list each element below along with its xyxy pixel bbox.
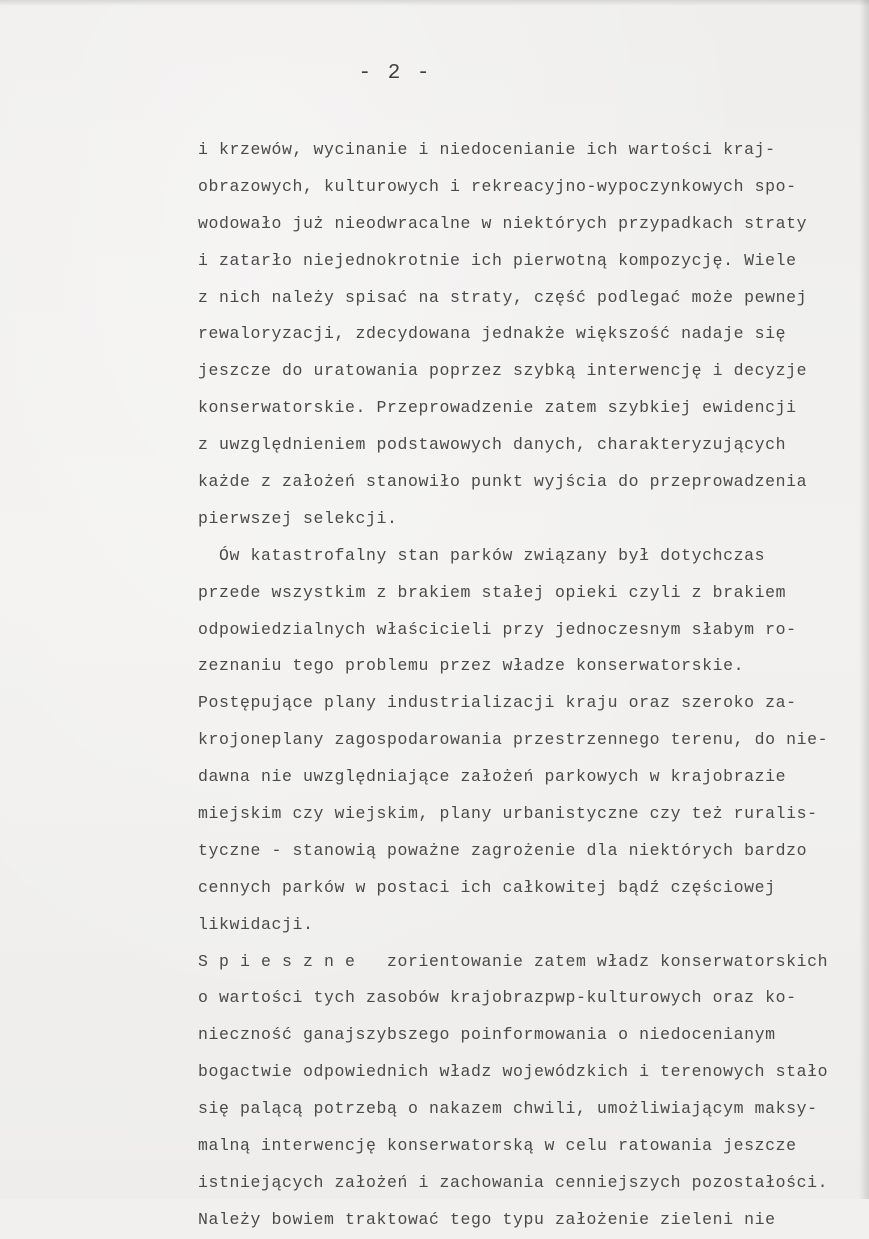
text-line: dawna nie uwzględniające założeń parkowych w krajobrazie <box>198 767 787 787</box>
body-text <box>198 132 858 1239</box>
text-line: malną interwencję konserwatorską w celu ratowania jeszcze <box>198 1136 797 1156</box>
text-line: konserwatorskie. Przeprowadzenie zatem szybkiej ewidencji <box>198 398 797 418</box>
text-line: tyczne - stanowią poważne zagrożenie dla niektórych bardzo <box>198 840 808 860</box>
text-line: Należy bowiem traktować tego typu założenie zieleni nie <box>198 1209 776 1229</box>
text-line: rewaloryzacji, zdecydowana jednakże większość nadaje się <box>198 324 787 344</box>
text-line: likwidacji. <box>198 914 314 934</box>
text-line: Ów katastrofalny stan parków związany był dotychczas <box>198 545 766 565</box>
text-line: cennych parków w postaci ich całkowitej bądź częściowej <box>198 877 776 897</box>
text-line: miejskim czy wiejskim, plany urbanistyczne czy też ruralis- <box>198 804 818 824</box>
text-line: Postępujące plany industrializacji kraju oraz szeroko za- <box>198 693 797 713</box>
scan-shadow-right <box>859 0 869 1199</box>
text-line: zeznaniu tego problemu przez władze konserwatorskie. <box>198 656 745 676</box>
text-line: z uwzględnieniem podstawowych danych, charakteryzujących <box>198 435 787 455</box>
text-line: S p i e s z n e zorientowanie zatem władz konserwatorskich <box>198 951 829 971</box>
text-line: obrazowych, kulturowych i rekreacyjno-wypoczynkowych spo- <box>198 176 797 196</box>
text-line: pierwszej selekcji. <box>198 508 398 528</box>
text-line: z nich należy spisać na straty, część podlegać może pewnej <box>198 287 808 307</box>
text-line: i zatarło niejednokrotnie ich pierwotną kompozycję. Wiele <box>198 250 797 270</box>
text-line: wodowało już nieodwracalne w niektórych przypadkach straty <box>198 213 808 233</box>
text-line: jeszcze do uratowania poprzez szybką interwencję i decyzje <box>198 361 808 381</box>
text-line: krojoneplany zagospodarowania przestrzennego terenu, do nie- <box>198 730 829 750</box>
text-line: przede wszystkim z brakiem stałej opieki czyli z brakiem <box>198 582 787 602</box>
text-line: nieczność ganajszybszego poinformowania o niedocenianym <box>198 1025 776 1045</box>
text-line: bogactwie odpowiednich władz wojewódzkich i terenowych stało <box>198 1062 829 1082</box>
text-line: odpowiedzialnych właścicieli przy jednoczesnym słabym ro- <box>198 619 797 639</box>
text-line: się palącą potrzebą o nakazem chwili, umożliwiającym maksy- <box>198 1099 818 1119</box>
text-line: i krzewów, wycinanie i niedocenianie ich wartości kraj- <box>198 140 776 159</box>
text-line: istniejących założeń i zachowania cenniejszych pozostałości. <box>198 1172 829 1192</box>
scan-shadow-top <box>0 0 869 6</box>
text-line: o wartości tych zasobów krajobrazpwp-kulturowych oraz ko- <box>198 988 797 1008</box>
page-number: - 2 - <box>358 62 432 85</box>
text-line: każde z założeń stanowiło punkt wyjścia do przeprowadzenia <box>198 472 808 492</box>
